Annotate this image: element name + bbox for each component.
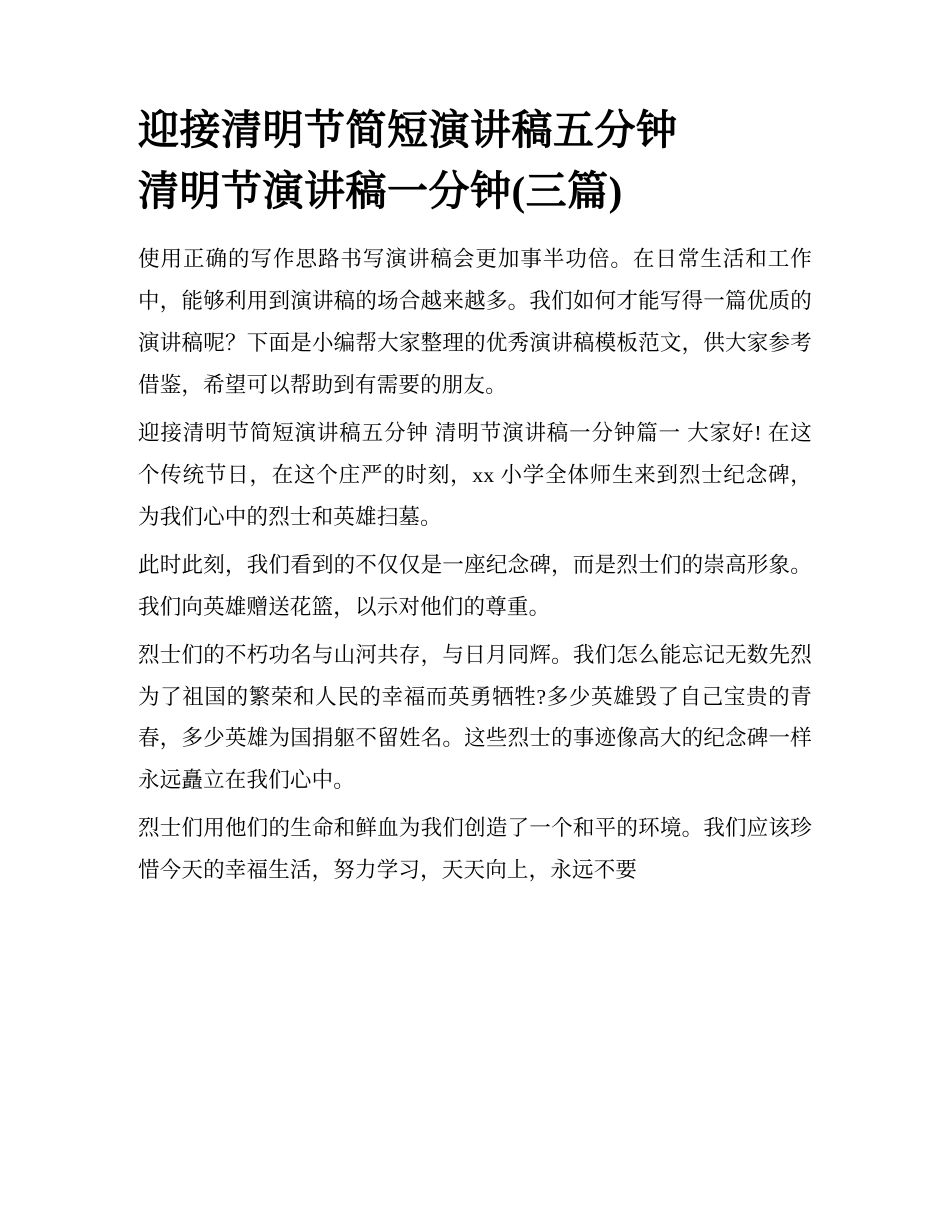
title-line-2: 清明节演讲稿一分钟(三篇) xyxy=(138,167,623,214)
paragraph-body-2: 此时此刻，我们看到的不仅仅是一座纪念碑，而是烈士们的崇高形象。我们向英雄赠送花篮，以示对他们的尊重。 xyxy=(138,552,812,619)
paragraph-body-4: 烈士们用他们的生命和鲜血为我们创造了一个和平的环境。我们应该珍惜今天的幸福生活，努力学习，天天向上，永远不要 xyxy=(138,816,812,883)
paragraph-intro: 使用正确的写作思路书写演讲稿会更加事半功倍。在日常生活和工作中，能够利用到演讲稿的场合越来越多。我们如何才能写得一篇优质的演讲稿呢？下面是小编帮大家整理的优秀演讲稿模板范文，供大家参考借鉴，希望可以帮助到有需要的朋友。 xyxy=(138,247,812,398)
paragraph-body-3: 烈士们的不朽功名与山河共存，与日月同辉。我们怎么能忘记无数先烈为了祖国的繁荣和人民的幸福而英勇牺牲?多少英雄毁了自己宝贵的青春，多少英雄为国捐躯不留姓名。这些烈士的事迹像高大的纪念碑一样永远矗立在我们心中。 xyxy=(138,642,812,793)
paragraph-body-1: 迎接清明节简短演讲稿五分钟 清明节演讲稿一分钟篇一 大家好! 在这个传统节日，在这个庄严的时刻，xx 小学全体师生来到烈士纪念碑，为我们心中的烈士和英雄扫墓。 xyxy=(138,421,812,529)
title-line-1: 迎接清明节简短演讲稿五分钟 xyxy=(138,107,678,153)
page-title xyxy=(138,100,812,221)
